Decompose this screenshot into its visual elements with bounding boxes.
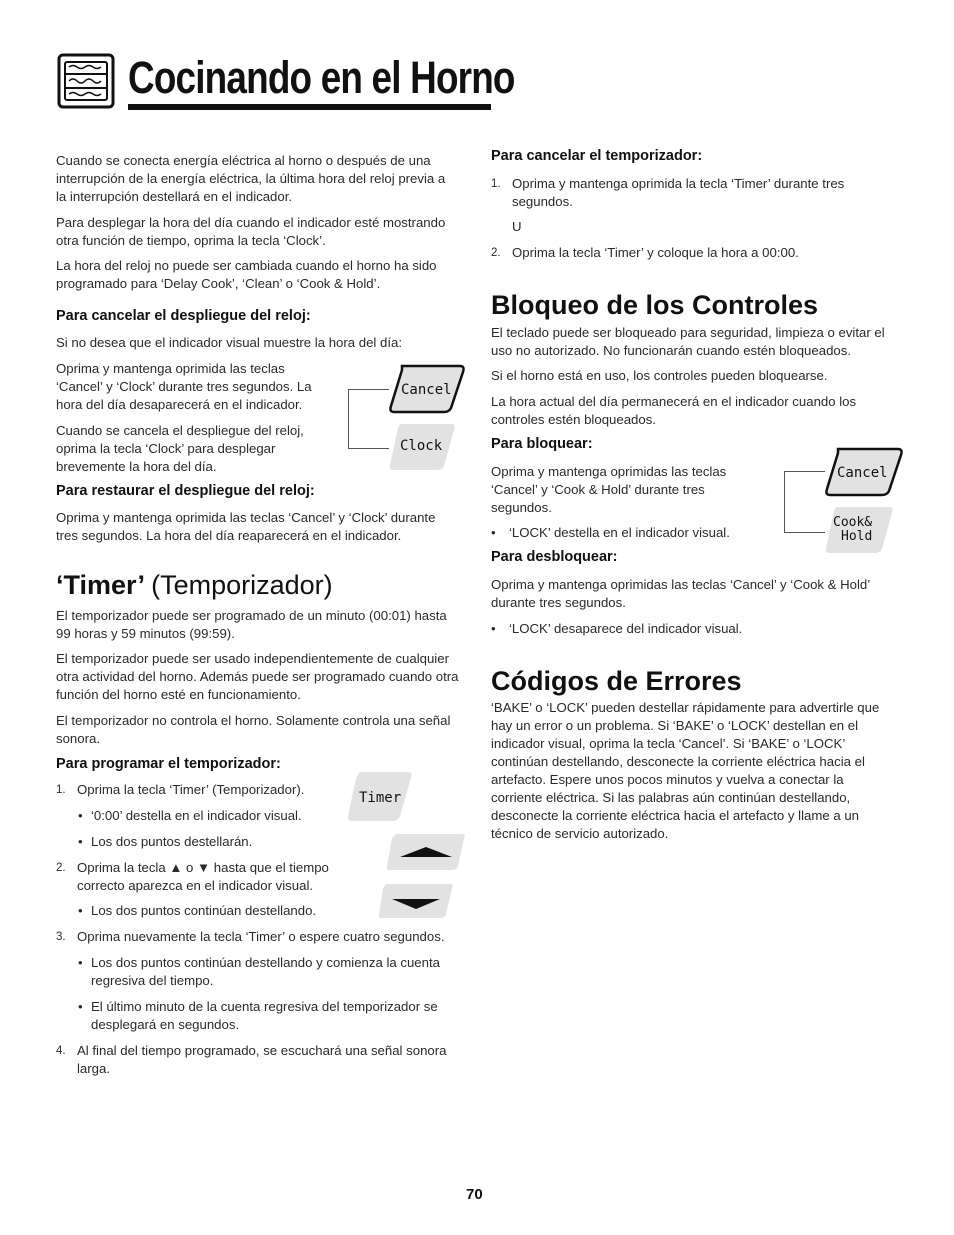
text-line: desconecte la corriente eléctrica hacia el artefacto y llame a un: [491, 808, 859, 823]
heading-timer-light: (Temporizador): [151, 570, 333, 600]
step-number: 3.: [56, 931, 66, 943]
text-line: Si no desea que el indicador visual muestre la hora del día:: [56, 335, 403, 350]
cancel-timer-step-1: [512, 175, 844, 211]
text-line: corriente eléctrica. Si las palabras aún continúan destellando,: [491, 790, 851, 805]
bullet: •: [78, 808, 83, 823]
arrow-up-key[interactable]: [386, 832, 466, 872]
subheading-restore-clock: Para restaurar el despliegue del reloj:: [56, 483, 315, 499]
para-timer-1: [56, 607, 447, 643]
cancel-key-label: Cancel: [401, 382, 452, 398]
text-line: segundos.: [491, 500, 552, 515]
page-number: 70: [466, 1186, 483, 1203]
intro-line: la interrupción destellará en el indicador.: [56, 189, 293, 204]
subheading-cancel-timer: Para cancelar el temporizador:: [491, 148, 703, 164]
text-line: La hora actual del día permanecerá en el indicador cuando los: [491, 394, 857, 409]
heading-lock: Bloqueo de los Controles: [491, 290, 819, 320]
step-3-bullet-2: [91, 998, 438, 1034]
cook-hold-key-label-2: Hold: [841, 529, 873, 544]
text-line: segundos.: [512, 194, 573, 209]
text-line: programado para ‘Delay Cook’, ‘Clean’ o ‘Cook & Hold’.: [56, 276, 381, 291]
left-intro: [56, 152, 476, 206]
text-line: indicador visual, oprima la tecla ‘Cancel’. Si ‘BAKE’ o ‘LOCK’: [491, 736, 846, 751]
text-line: El último minuto de la cuenta regresiva del temporizador se: [91, 999, 438, 1014]
step-4: [77, 1042, 446, 1078]
heading-error-codes: Códigos de Errores: [491, 666, 742, 696]
text-line: brevemente la hora del día.: [56, 459, 217, 474]
oven-icon: [57, 53, 115, 109]
cancel-timer-or: U: [512, 219, 522, 234]
para-cancel-clock: [56, 334, 402, 352]
para-restore-clock: [56, 509, 435, 545]
para-timer-3: [56, 712, 450, 748]
step-2-line-1: Oprima la tecla ▲ o ▼ hasta que el tiempo: [77, 860, 329, 875]
subheading-program-timer: Para programar el temporizador:: [56, 756, 281, 772]
heading-timer-bold: ‘Timer’: [56, 570, 144, 600]
clock-key-label: Clock: [400, 438, 443, 454]
step-number: 2.: [56, 862, 66, 874]
step-number: 4.: [56, 1045, 66, 1057]
timer-key-label: Timer: [359, 790, 402, 806]
key-group-bracket: [348, 389, 389, 449]
para-lock-1: [491, 324, 885, 360]
subheading-to-lock: Para bloquear:: [491, 436, 593, 452]
text-line: otra actividad del horno. Además puede ser programado cuando otra: [56, 669, 459, 684]
step-number: 1.: [491, 178, 501, 190]
bullet: •: [78, 999, 83, 1014]
text-line: desplegará en segundos.: [91, 1017, 240, 1032]
cook-hold-key-label-1: Cook&: [833, 515, 873, 530]
para-display-time: [56, 214, 445, 250]
step-1: Oprima la tecla ‘Timer’ (Temporizador).: [77, 782, 305, 797]
text-line: continúan destellando, desconecte la corriente eléctrica hacia el: [491, 754, 865, 769]
text-line: Al final del tiempo programado, se escuchará una señal sonora: [77, 1043, 447, 1058]
step-3-bullet-1: [91, 954, 440, 990]
step-number: 2.: [491, 247, 501, 259]
para-lock-2: Si el horno está en uso, los controles pueden bloquearse.: [491, 368, 828, 383]
text-line: Para desplegar la hora del día cuando el indicador esté mostrando: [56, 215, 446, 230]
para-lock-3: [491, 393, 856, 429]
text-line: función del horno esté en funcionamiento.: [56, 687, 301, 702]
text-line: El temporizador puede ser programado de un minuto (00:01) hasta: [56, 608, 447, 623]
step-number: 1.: [56, 784, 66, 796]
cancel-timer-step-2: Oprima la tecla ‘Timer’ y coloque la hora a 00:00.: [512, 245, 799, 260]
para-cancel-clock-3: [56, 422, 304, 476]
para-clock-change: [56, 257, 437, 293]
text-line: durante tres segundos.: [491, 595, 626, 610]
page-title: Cocinando en el Horno: [128, 52, 515, 103]
text-line: ‘BAKE’ o ‘LOCK’ pueden destellar rápidamente para advertirle que: [491, 700, 880, 715]
step-1-bullet-1: ‘0:00’ destella en el indicador visual.: [91, 808, 302, 823]
key-group-bracket: [784, 471, 825, 533]
para-timer-2: [56, 650, 458, 704]
text-line: oprima la tecla ‘Clock’ para desplegar: [56, 441, 276, 456]
text-line: otra función de tiempo, oprima la tecla ‘Clock’.: [56, 233, 326, 248]
step-3: Oprima nuevamente la tecla ‘Timer’ o espere cuatro segundos.: [77, 929, 445, 944]
step-2-bullet-1: Los dos puntos continúan destellando.: [91, 903, 317, 918]
text-line: Oprima y mantenga oprimida las teclas: [56, 361, 285, 376]
intro-line: interrupción de la energía eléctrica, la última hora del reloj previa a: [56, 171, 446, 186]
bullet: •: [491, 525, 496, 540]
text-line: La hora del reloj no puede ser cambiada cuando el horno ha sido: [56, 258, 437, 273]
step-1-bullet-2: Los dos puntos destellarán.: [91, 834, 253, 849]
text-line: Oprima y mantenga oprimidas las teclas: [491, 464, 727, 479]
text-line: Oprima y mantenga oprimida las teclas ‘Cancel’ y ‘Clock’ durante: [56, 510, 436, 525]
text-line: El temporizador no controla el horno. Solamente controla una señal: [56, 713, 451, 728]
cancel-key-lock-label: Cancel: [837, 465, 888, 481]
text-line: hora del día desaparecerá en el indicador.: [56, 397, 303, 412]
text-line: hay un error o un problema. Si ‘BAKE’ o ‘LOCK’ destellan en el: [491, 718, 859, 733]
text-line: ‘Cancel’ y ‘Cook & Hold’ durante tres: [491, 482, 705, 497]
step-2-line-2: correcto aparezca en el indicador visual.: [77, 878, 314, 893]
intro-line: Cuando se conecta energía eléctrica al horno o después de una: [56, 153, 431, 168]
arrow-down-key[interactable]: [378, 882, 454, 920]
bullet: •: [78, 834, 83, 849]
text-line: ‘Cancel’ y ‘Clock’ durante tres segundos. La: [56, 379, 312, 394]
text-line: controles estén bloqueados.: [491, 412, 656, 427]
para-to-lock: [491, 463, 726, 517]
unlock-bullet: ‘LOCK’ desaparece del indicador visual.: [509, 621, 743, 636]
text-line: larga.: [77, 1061, 110, 1076]
text-line: uso no autorizado. No funcionarán cuando estén bloqueados.: [491, 343, 851, 358]
para-cancel-clock-2: [56, 360, 312, 414]
text-line: artefacto. Espere unos pocos minutos y vuelva a conectar la: [491, 772, 844, 787]
text-line: 99 horas y 59 minutos (99:59).: [56, 626, 235, 641]
heading-timer: [56, 570, 333, 601]
text-line: tres segundos. La hora del día reaparecerá en el indicador.: [56, 528, 402, 543]
text-line: El temporizador puede ser usado independientemente de cualquier: [56, 651, 449, 666]
bullet: •: [491, 621, 496, 636]
bullet: •: [78, 903, 83, 918]
title-rule: [128, 104, 491, 110]
text-line: Los dos puntos continúan destellando y comienza la cuenta: [91, 955, 440, 970]
subheading-cancel-clock: Para cancelar el despliegue del reloj:: [56, 308, 311, 324]
text-line: El teclado puede ser bloqueado para seguridad, limpieza o evitar el: [491, 325, 885, 340]
subheading-unlock: Para desbloquear:: [491, 549, 618, 565]
para-unlock: [491, 576, 870, 612]
text-line: Oprima y mantenga oprimida la tecla ‘Timer’ durante tres: [512, 176, 845, 191]
text-line: Oprima y mantenga oprimidas las teclas ‘Cancel’ y ‘Cook & Hold’: [491, 577, 871, 592]
text-line: técnico de servicio autorizado.: [491, 826, 669, 841]
text-line: sonora.: [56, 731, 100, 746]
to-lock-bullet: ‘LOCK’ destella en el indicador visual.: [509, 525, 730, 540]
para-error-codes: [491, 699, 879, 843]
text-line: Cuando se cancela el despliegue del reloj,: [56, 423, 304, 438]
text-line: regresiva del tiempo.: [91, 973, 214, 988]
bullet: •: [78, 955, 83, 970]
